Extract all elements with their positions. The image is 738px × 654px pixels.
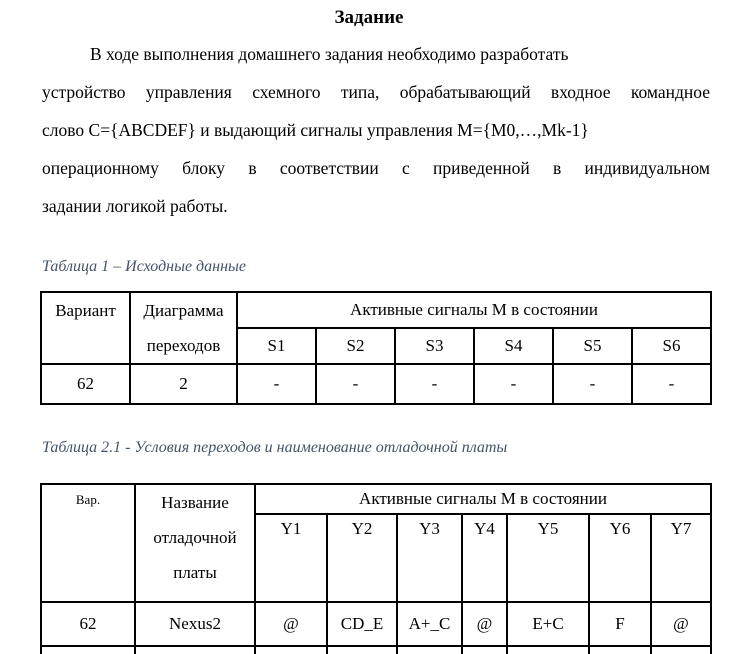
- table2-cell-value: @: [462, 602, 507, 646]
- table2-cell-value: F: [589, 602, 651, 646]
- table1-cell-value: -: [553, 364, 632, 404]
- table2-caption: Таблица 2.1 - Условия переходов и наименование отладочной платы: [42, 439, 508, 456]
- table-row-partial: [41, 646, 711, 654]
- table1-cell-diagram: 2: [130, 364, 237, 404]
- table1-header-state: S4: [474, 328, 553, 364]
- table2-header-state: Y5: [507, 514, 589, 602]
- table1-cell-variant: 62: [41, 364, 130, 404]
- table2-header-board-name-line: платы: [173, 563, 217, 582]
- table1-header-state: S1: [237, 328, 316, 364]
- table1-initial-data: [40, 291, 712, 405]
- table2-header-state: Y4: [462, 514, 507, 602]
- table-row: [41, 364, 711, 404]
- table2-cell-value: @: [651, 602, 711, 646]
- table2-header-board-name-line: Название: [161, 493, 229, 512]
- table1-header-variant: Вариант: [41, 292, 130, 364]
- table1-header-signals-group: Активные сигналы М в состоянии: [237, 292, 711, 328]
- table2-header-state: Y2: [327, 514, 397, 602]
- page-title: Задание: [334, 7, 404, 28]
- table1-cell-value: -: [474, 364, 553, 404]
- table1-cell-value: -: [237, 364, 316, 404]
- table1-caption: Таблица 1 – Исходные данные: [42, 258, 246, 275]
- table2-transition-conditions: [40, 483, 712, 654]
- table2-header-state: Y1: [255, 514, 327, 602]
- table2-header-signals-group: Активные сигналы М в состоянии: [255, 484, 711, 514]
- table2-cell-value: A+_C: [397, 602, 462, 646]
- table1-header-diagram: [130, 292, 237, 364]
- table1-cell-value: -: [395, 364, 474, 404]
- table2-header-state: Y3: [397, 514, 462, 602]
- table2-header-board-name: [135, 484, 255, 602]
- table1-header-state: S3: [395, 328, 474, 364]
- table2-cell-value: @: [255, 602, 327, 646]
- paragraph-line: задании логикой работы.: [42, 196, 228, 216]
- paragraph-line: операционному блоку в соответствии с приведенной в индивидуальном: [42, 158, 710, 178]
- table2-cell-value: E+C: [507, 602, 589, 646]
- paragraph-line: слово C={ABCDEF} и выдающий сигналы управления M={M0,…,Mk-1}: [42, 120, 589, 140]
- paragraph-line: устройство управления схемного типа, обрабатывающий входное командное: [42, 82, 710, 102]
- table2-header-board-name-line: отладочной: [153, 528, 237, 547]
- table2-cell-variant: 62: [41, 602, 135, 646]
- table2-cell-value: CD_E: [327, 602, 397, 646]
- table1-cell-value: -: [316, 364, 395, 404]
- table1-header-state: S6: [632, 328, 711, 364]
- table-row: [41, 602, 711, 646]
- table1-header-state: S2: [316, 328, 395, 364]
- table1-header-diagram-line: Диаграмма: [143, 301, 224, 320]
- table1-header-state: S5: [553, 328, 632, 364]
- table2-header-state: Y6: [589, 514, 651, 602]
- table1-header-diagram-line: переходов: [146, 336, 221, 355]
- table1-cell-value: -: [632, 364, 711, 404]
- intro-paragraph: [42, 35, 710, 225]
- paragraph-line: В ходе выполнения домашнего задания необходимо разработать: [90, 44, 569, 64]
- table2-header-variant: Вар.: [41, 484, 135, 602]
- table2-cell-board: Nexus2: [135, 602, 255, 646]
- table2-header-state: Y7: [651, 514, 711, 602]
